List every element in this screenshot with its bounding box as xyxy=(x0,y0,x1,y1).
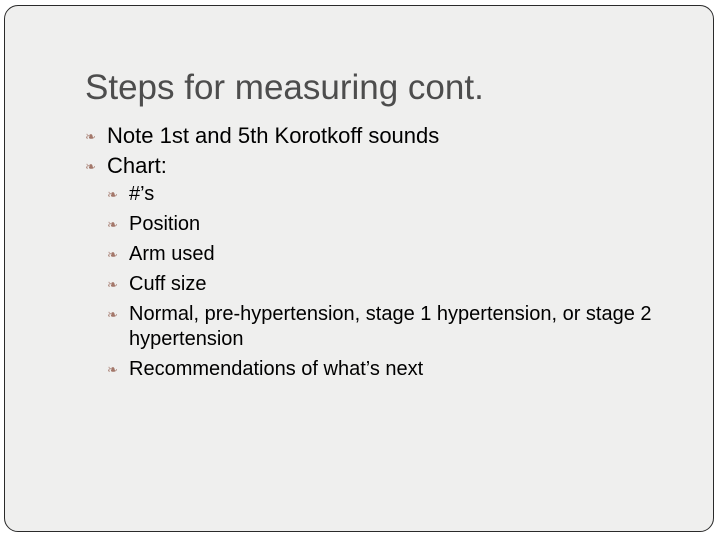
fleuron-bullet-icon: ❧ xyxy=(107,277,118,292)
sub-bullet-item xyxy=(85,272,685,297)
bullet-text: Note 1st and 5th Korotkoff sounds xyxy=(107,123,440,148)
sub-bullet-text: Position xyxy=(129,213,201,235)
fleuron-bullet-icon: ❧ xyxy=(107,362,118,377)
sub-bullet-item xyxy=(85,357,685,382)
sub-bullet-text: #’s xyxy=(129,183,155,205)
sub-bullet-text: Arm used xyxy=(129,243,215,265)
fleuron-bullet-icon: ❧ xyxy=(107,247,118,262)
fleuron-bullet-icon: ❧ xyxy=(107,187,118,202)
fleuron-bullet-icon: ❧ xyxy=(85,129,96,144)
sub-bullet-text: Recommendations of what’s next xyxy=(129,358,424,380)
sub-bullet-text: Normal, pre-hypertension, stage 1 hypertension, or stage 2 hypertension xyxy=(129,303,652,350)
sub-bullet-item xyxy=(85,302,685,352)
slide-frame xyxy=(4,5,714,532)
sub-bullet-item xyxy=(85,182,685,207)
slide-title: Steps for measuring cont. xyxy=(85,68,484,107)
sub-bullet-item xyxy=(85,212,685,237)
sub-bullet-text: Cuff size xyxy=(129,273,207,295)
bullet-item xyxy=(85,122,685,150)
fleuron-bullet-icon: ❧ xyxy=(85,159,96,174)
fleuron-bullet-icon: ❧ xyxy=(107,217,118,232)
bullet-list xyxy=(85,122,685,387)
bullet-text: Chart: xyxy=(107,153,167,178)
sub-bullet-item xyxy=(85,242,685,267)
fleuron-bullet-icon: ❧ xyxy=(107,307,118,322)
bullet-item xyxy=(85,152,685,180)
